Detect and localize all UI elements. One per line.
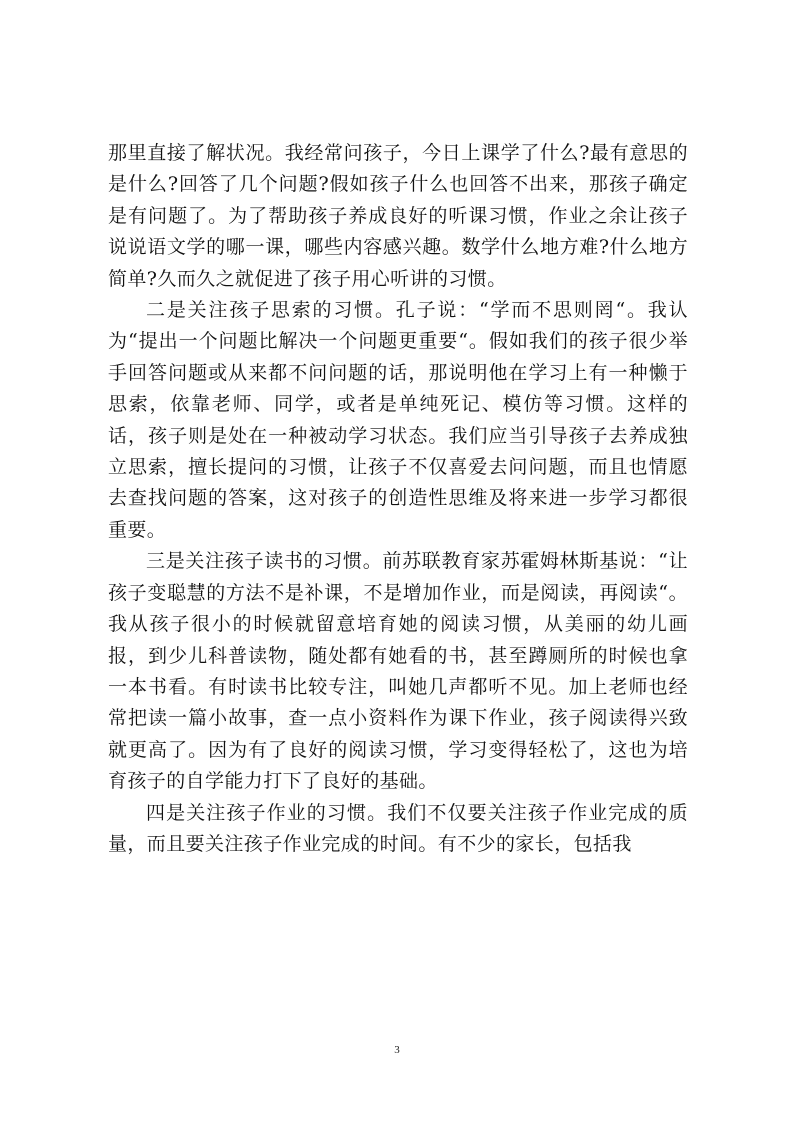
document-body [108,138,688,860]
paragraph-homework-habit: 四是关注孩子作业的习惯。我们不仅要关注孩子作业完成的质量，而且要关注孩子作业完成的时间。有不少的家长，包括我 [108,801,688,855]
page-number: 3 [394,1044,400,1056]
paragraph-continuation: 那里直接了解状况。我经常问孩子，今日上课学了什么?最有意思的是什么?回答了几个问题?假如孩子什么也回答不出来，那孩子确定是有问题了。为了帮助孩子养成良好的听课习惯，作业之余让孩子说说语文学的哪一课，哪些内容感兴趣。数学什么地方难?什么地方简单?久而久之就促进了孩子用心听讲的习惯。 [108,142,688,290]
paragraph-reading-habit: 三是关注孩子读书的习惯。前苏联教育家苏霍姆林斯基说：“让孩子变聪慧的方法不是补课，不是增加作业，而是阅读，再阅读“。我从孩子很小的时候就留意培育她的阅读习惯，从美丽的幼儿画报，到少儿科普读物，随处都有她看的书，甚至蹲厕所的时候也拿一本书看。有时读书比较专注，叫她几声都听不见。加上老师也经常把读一篇小故事，查一点小资料作为课下作业，孩子阅读得兴致就更高了。因为有了良好的阅读习惯，学习变得轻松了，这也为培育孩子的自学能力打下了良好的基础。 [108,550,688,793]
paragraph-thinking-habit: 二是关注孩子思索的习惯。孔子说：“学而不思则罔“。我认为“提出一个问题比解决一个问题更重要“。假如我们的孩子很少举手回答问题或从来都不问问题的话，那说明他在学习上有一种懒于思索，依靠老师、同学，或者是单纯死记、模仿等习惯。这样的话，孩子则是处在一种被动学习状态。我们应当引导孩子去养成独立思索，擅长提问的习惯，让孩子不仅喜爱去问问题，而且也情愿去查找问题的答案，这对孩子的创造性思维及将来进一步学习都很重要。 [108,299,688,541]
